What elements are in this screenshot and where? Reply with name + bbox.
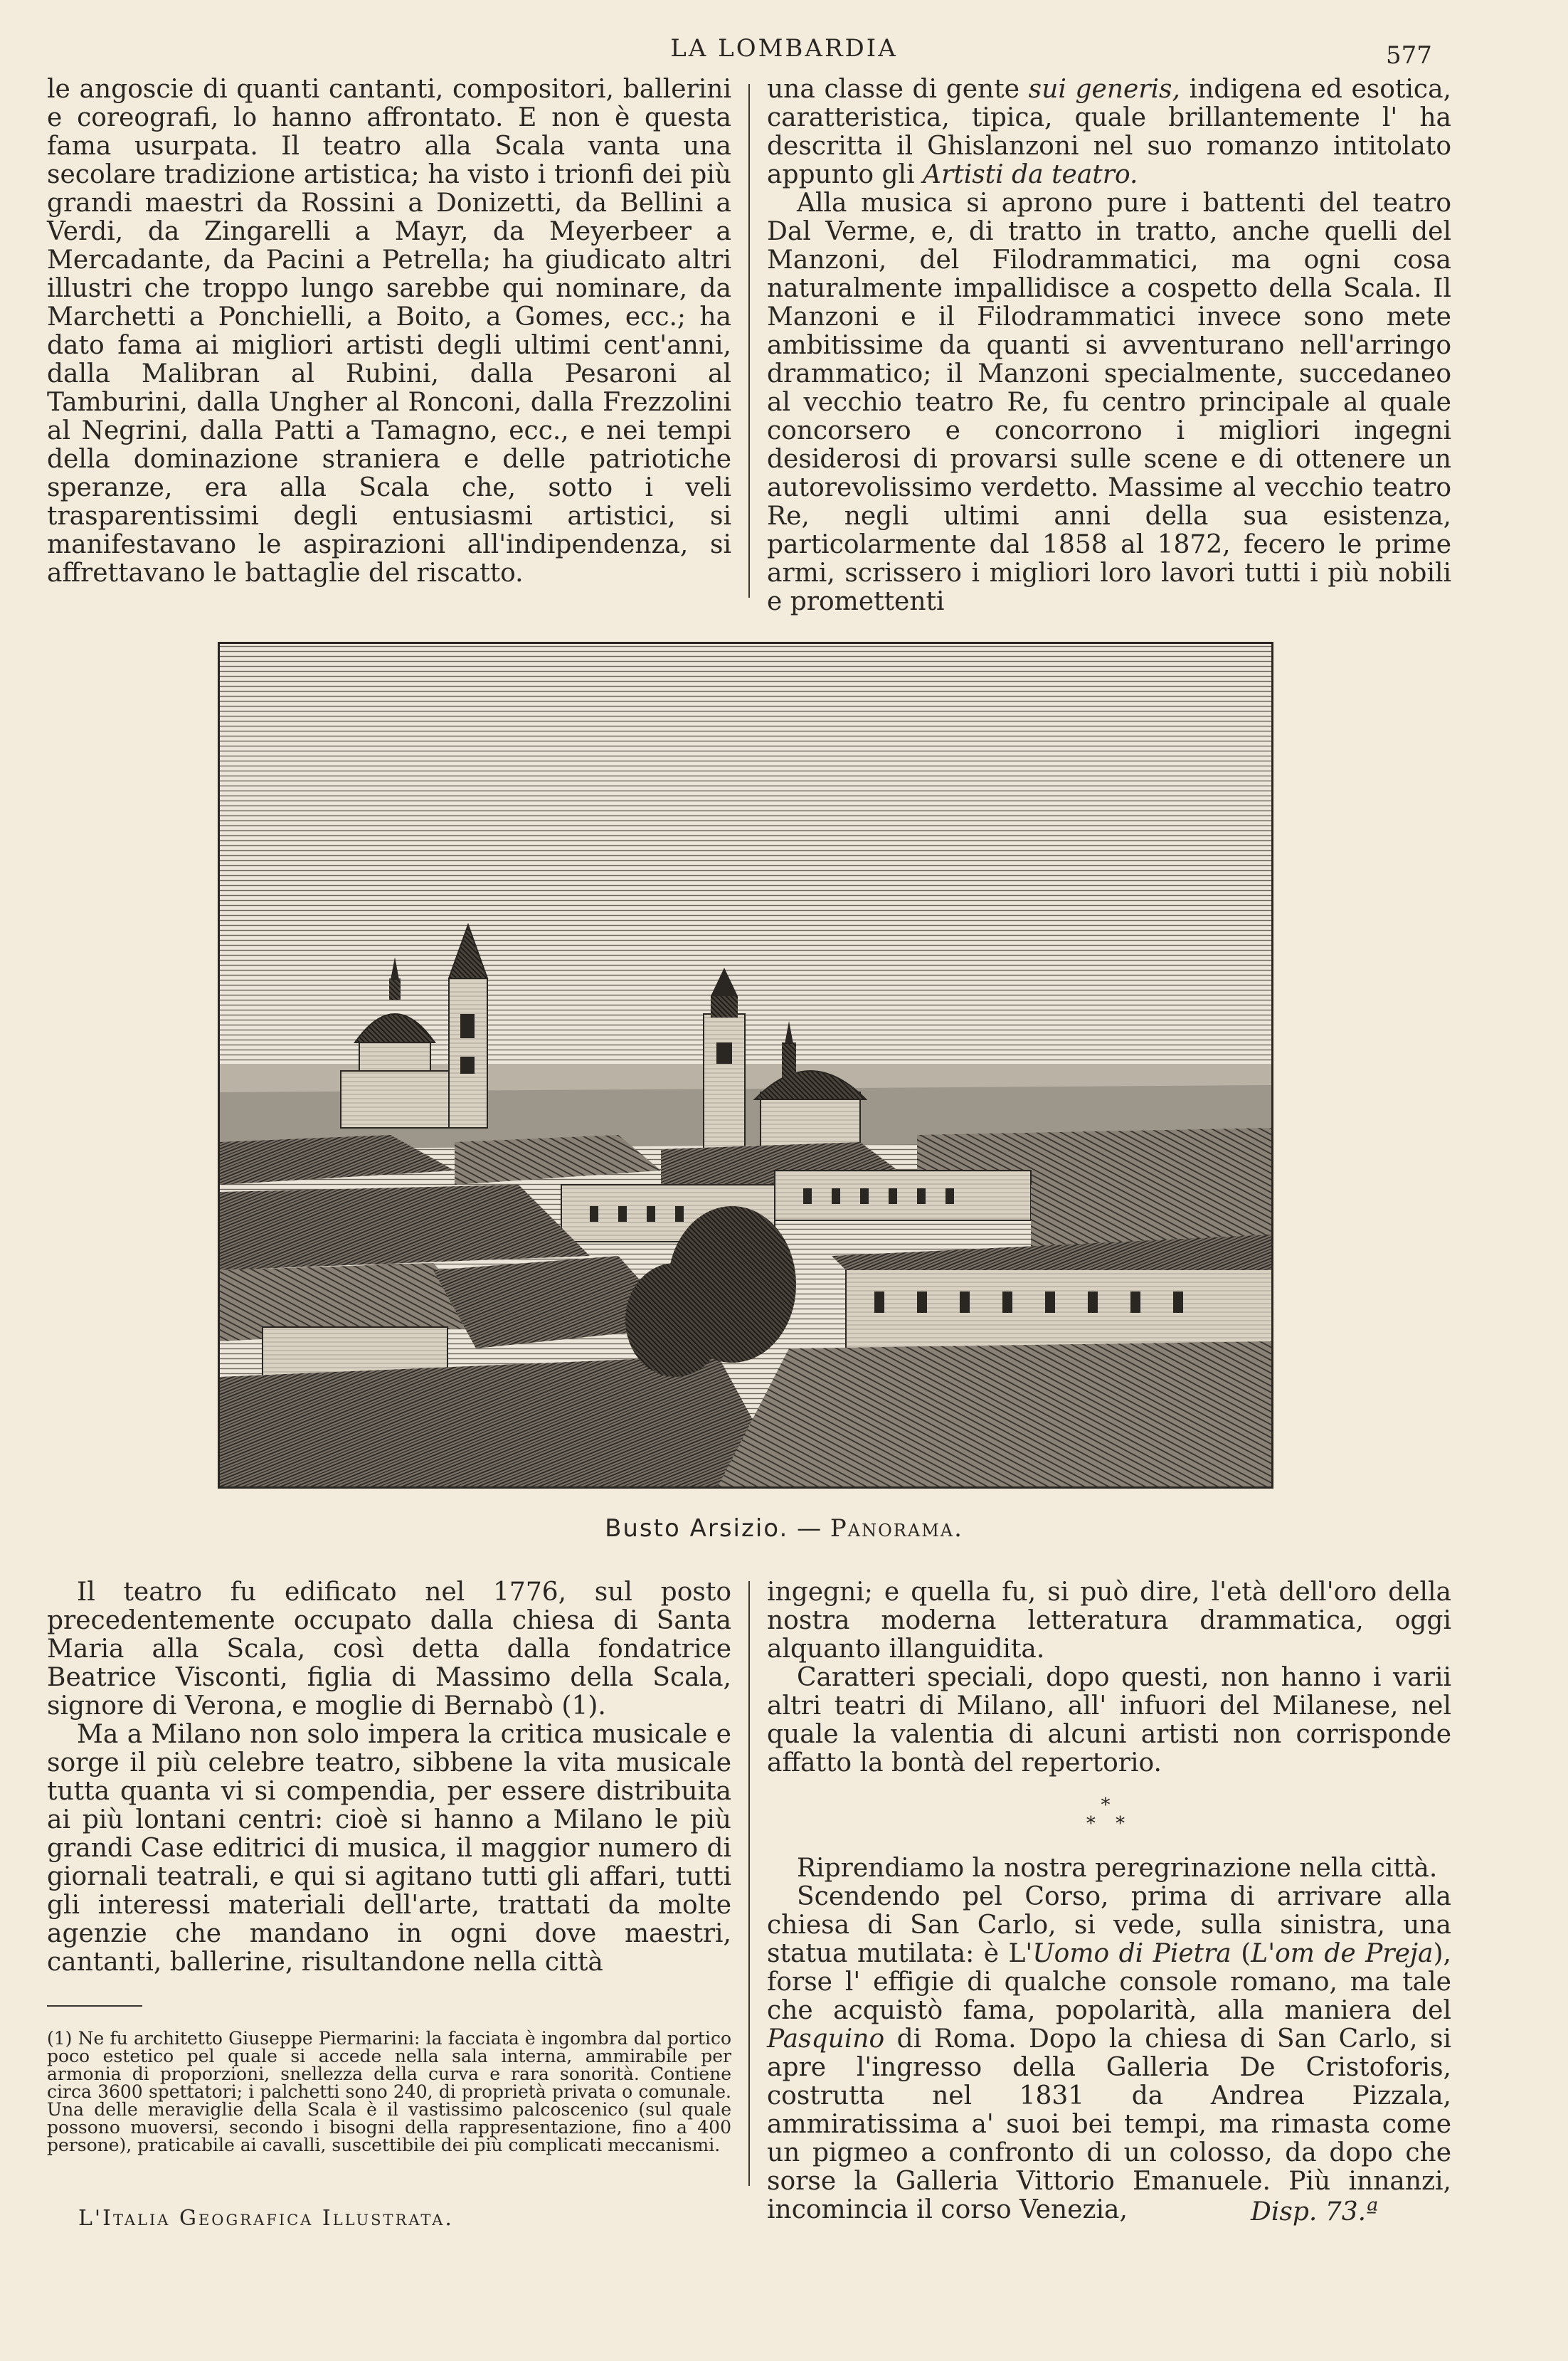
page-number: 577 xyxy=(1386,41,1432,70)
paragraph: Riprendiamo la nostra peregrinazione nella città. xyxy=(797,1854,1438,1883)
footnote-rule xyxy=(47,2005,142,2007)
paragraph: Caratteri speciali, dopo questi, non hanno i varii altri teatri di Milano, all' infuori del Milanese, nel quale la valentia di alcuni artisti non corrisponde affatto la bontà del repertorio. xyxy=(767,1663,1451,1778)
dispensa-number: Disp. 73.ª xyxy=(1251,2197,1379,2227)
column-bottom-right xyxy=(767,1578,1451,2224)
column-top-right xyxy=(767,75,1451,616)
panorama-illustration xyxy=(220,644,1271,1486)
paragraph: una classe di gente sui generis, indigena ed esotica, caratteristica, tipica, quale brillantemente l' ha descritta il Ghislanzoni nel suo romanzo intitolato appunto gli Artisti da teatro. xyxy=(767,75,1451,189)
paragraph: ingegni; e quella fu, si può dire, l'età dell'oro della nostra moderna letteratura drammatica, oggi alquanto illanguidita. xyxy=(767,1578,1451,1664)
footnote: (1) Ne fu architetto Giuseppe Piermarini: la facciata è ingombra dal portico poco estetico pel quale si accede nella sala interna, ammirabile per armonia di proporzioni, snellezza della curva e rara sonorità. Contiene circa 3600 spettatori; i palchetti sono 240, di proprietà privata o comunale. Una delle meraviglie della Scala è il vastissimo palcoscenico (sul quale possono muoversi, secondo i bisogni della rappresentazione, fino a 400 persone), praticabile ai cavalli, suscettibile dei più complicati meccanismi. xyxy=(47,2028,731,2155)
caption-city: Busto Arsizio. xyxy=(605,1514,789,1543)
column-bottom-left xyxy=(47,1578,731,1977)
caption-subject: Panorama. xyxy=(830,1514,963,1543)
paragraph: le angoscie di quanti cantanti, compositori, ballerini e coreografi, lo hanno affrontato. E non è questa fama usurpata. Il teatro alla Scala vanta una secolare tradizione artistica; ha visto i trionfi dei più grandi maestri da Rossini a Donizetti, da Bellini a Verdi, da Zingarelli a Mayr, da Meyerbeer a Mercadante, da Pacini a Petrella; ha giudicato altri illustri che troppo lungo sarebbe qui nominare, da Marchetti a Ponchielli, a Boito, a Gomes, ecc.; ha dato fama ai migliori artisti degli ultimi cent'anni, dalla Malibran al Rubini, dalla Pesaroni al Tamburini, dalla Ungher al Ronconi, dalla Frezzolini al Negrini, dalla Patti a Tamagno, ecc., e nei tempi della dominazione straniera e delle patriotiche speranze, era alla Scala che, sotto i veli trasparentissimi degli entusiasmi artistici, si manifestavano le aspirazioni all'indipendenza, si affrettavano le battaglie del riscatto. xyxy=(47,75,731,588)
column-divider-top xyxy=(748,84,750,598)
engraving-busto-arsizio-panorama xyxy=(218,642,1273,1489)
column-top-left xyxy=(47,75,731,588)
paragraph: Ma a Milano non solo impera la critica musicale e sorge il più celebre teatro, sibbene la vita musicale tutta quanta vi si compendia, per essere distribuita ai più lontani centri: cioè si hanno a Milano le più grandi Case editrici di musica, il maggior numero di giornali teatrali, e qui si agitano tutti gli affari, tutti gli interessi materiali dell'arte, trattati da molte agenzie che mandano in ogni dove maestri, cantanti, ballerine, risultandone nella città xyxy=(47,1720,731,1977)
caption-dash: — xyxy=(788,1514,830,1543)
paragraph: Il teatro fu edificato nel 1776, sul posto precedentemente occupato dalla chiesa di Santa Maria alla Scala, così detta dalla fondatrice Beatrice Visconti, figlia di Massimo della Scala, signore di Verona, e moglie di Bernabò (1). xyxy=(47,1578,731,1721)
running-title: LA LOMBARDIA xyxy=(670,34,898,63)
paragraph: Scendendo pel Corso, prima di arrivare alla chiesa di San Carlo, si vede, sulla sinistra, una statua mutilata: è L'Uomo di Pietra (L'om de Preja), forse l' effigie di qualche console romano, ma tale che acquistò fama, popolarità, alla maniera del Pasquino di Roma. Dopo la chiesa di San Carlo, si apre l'ingresso della Galleria De Cristoforis, costrutta nel 1831 da Andrea Pizzala, ammiratissima a' suoi bei tempi, ma rimasta come un pigmeo a confronto di un colosso, da dopo che sorse la Galleria Vittorio Emanuele. Più innanzi, incomincia il corso Venezia, xyxy=(767,1882,1451,2224)
column-divider-bottom xyxy=(748,1581,750,2186)
paragraph: Alla musica si aprono pure i battenti del teatro Dal Verme, e, di tratto in tratto, anche quelli del Manzoni, del Filodrammatici, ma ogni cosa naturalmente impallidisce a cospetto della Scala. Il Manzoni e il Filodrammatici invece sono mete ambitissime da quanti si avventurano nell'arringo drammatico; il Manzoni specialmente, succedaneo al vecchio teatro Re, fu centro principale al quale concorsero e concorrono i migliori ingegni desiderosi di provarsi sulle scene e di ottenere un autorevolissimo verdetto. Massime al vecchio teatro Re, negli ultimi anni della sua esistenza, particolarmente dal 1858 al 1872, fecero le prime armi, scrissero i migliori loro lavori tutti i più nobili e promettenti xyxy=(767,189,1451,616)
figure-caption xyxy=(0,1514,1568,1543)
publication-footer: L'Italia Geografica Illustrata. xyxy=(78,2206,454,2231)
section-asterism: * * * xyxy=(1086,1795,1133,1834)
